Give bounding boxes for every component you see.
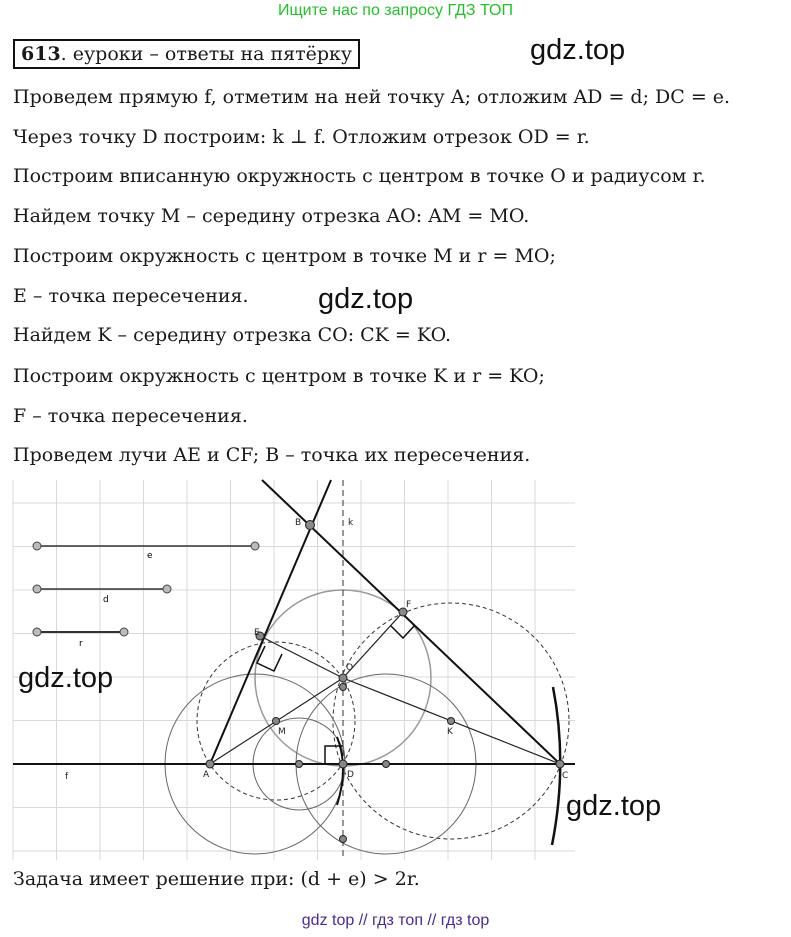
- point-labels: [65, 518, 568, 782]
- circles: [165, 590, 569, 854]
- label-line-k: k: [348, 518, 354, 528]
- text-line-6: E – точка пересечения.: [13, 285, 249, 307]
- label-e: E: [254, 628, 260, 638]
- label-seg-r: r: [79, 639, 83, 649]
- given-segments: [37, 546, 255, 632]
- problem-title: [13, 39, 360, 69]
- text-line-10: Проведем лучи AE и CF; B – точка их пересечения.: [13, 444, 531, 466]
- text-line-3: Построим вписанную окружность с центром в точке O и радиусом r.: [13, 165, 706, 187]
- label-k: K: [447, 727, 453, 737]
- label-f-point: F: [406, 600, 412, 610]
- label-line-f: f: [65, 772, 69, 782]
- text-line-2: Через точку D построим: k ⊥ f. Отложим отрезок OD = r.: [13, 126, 590, 148]
- conclusion-line: Задача имеет решение при: (d + e) > 2r.: [13, 868, 420, 890]
- label-m: M: [278, 727, 286, 737]
- problem-source: . еуроки – ответы на пятёрку: [60, 43, 353, 65]
- text-line-7: Найдем K – середину отрезка CO: CK = KO.: [13, 324, 452, 346]
- top-banner[interactable]: Ищите нас по запросу ГДЗ ТОП: [278, 2, 513, 19]
- label-b: B: [295, 518, 302, 528]
- construction-figure: [0, 475, 791, 865]
- text-line-4: Найдем точку M – середину отрезка AO: AM = MO.: [13, 205, 530, 227]
- label-o: O: [346, 663, 354, 673]
- label-a: A: [203, 770, 210, 780]
- watermark: gdz.top: [566, 790, 662, 822]
- text-line-8: Построим окружность с центром в точке K и r = KO;: [13, 365, 545, 387]
- label-d: D: [347, 770, 354, 780]
- text-line-1: Проведем прямую f, отметим на ней точку A; отложим AD = d; DC = e.: [13, 86, 731, 108]
- footer-links[interactable]: gdz top // гдз топ // гдз top: [301, 912, 490, 929]
- triangle: [210, 480, 560, 764]
- label-seg-d: d: [103, 595, 109, 605]
- watermark: gdz.top: [18, 662, 114, 694]
- problem-number: 613: [21, 43, 61, 65]
- watermark: gdz.top: [530, 34, 626, 66]
- label-c: C: [562, 771, 569, 781]
- watermark: gdz.top: [318, 283, 414, 315]
- text-line-5: Построим окружность с центром в точке M и r = MO;: [13, 245, 556, 267]
- points: [206, 521, 564, 843]
- text-line-9: F – точка пересечения.: [13, 405, 248, 427]
- label-seg-e: e: [147, 551, 153, 561]
